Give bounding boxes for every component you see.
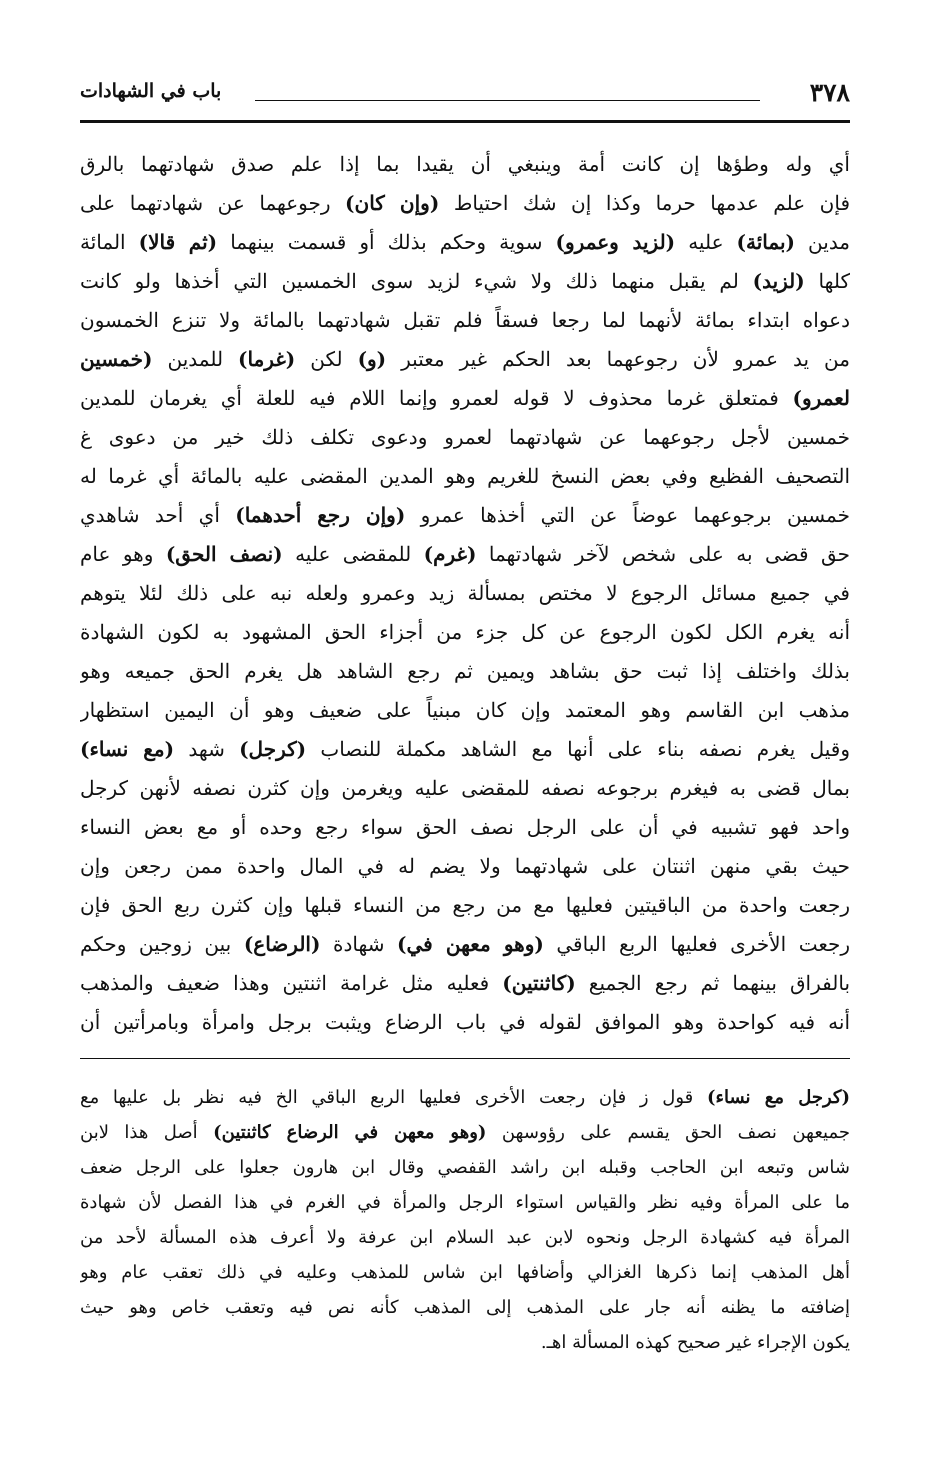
bold-term: (وهو معهن في) <box>397 932 544 956</box>
text-run: سوية وحكم بذلك أو قسمت بينهما <box>217 230 556 254</box>
text-run: بذلك واختلف إذا ثبت حق بشاهد ويمين ثم رجع الشاهد هل يغرم الحق جميعه وهو <box>80 659 850 683</box>
footnote-line <box>80 1290 850 1325</box>
text-run: التصحيف الفظيع وفي بعض النسخ للغريم وهو المدين المقضى عليه بالمائة أي غرما له <box>80 464 850 488</box>
bold-term: (نصف الحق) <box>165 542 283 566</box>
text-run: خمسين لأجل رجوعهما عن شهادتهما لعمرو ودعوى تكلف ذلك خير من دعوى غ <box>80 425 850 449</box>
text-run: دعواه ابتداء بمائة لأنهما لما رجعا فسقاً فلم تقبل شهادتهما بالمائة ولا تنزع الخمسون <box>80 308 850 332</box>
text-run: قول ز فإن رجعت الأخرى فعليها الربع الباقي الخ فيه نظر بل عليها مع <box>80 1087 707 1108</box>
text-run: المائة <box>80 230 139 254</box>
bold-term: (كرجل مع نساء) <box>706 1087 850 1108</box>
text-run: أنه فيه كواحدة وهو الموافق لقوله في باب الرضاع ويثبت برجل وامرأة وبامرأتين أن <box>80 1010 850 1034</box>
text-run: رجعت الأخرى فعليها الربع الباقي <box>543 932 850 956</box>
bold-term: (ثم قالا) <box>138 230 218 254</box>
footnote-line <box>80 1150 850 1185</box>
text-line <box>80 574 850 613</box>
text-run: خمسين برجوعهما عوضاً عن التي أخذها عمرو <box>405 503 850 527</box>
bold-term: (كرجل) <box>239 737 307 761</box>
text-run: أهل المذهب إنما ذكرها الغزالي وأضافها ابن شاس للمذهب وعليه في ذلك تعقب عام وهو <box>80 1262 850 1283</box>
bold-term: (لزيد وعمرو) <box>555 230 676 254</box>
footnotes <box>80 1080 850 1360</box>
text-line <box>80 223 850 262</box>
footnote-line <box>80 1115 850 1150</box>
bold-term: (وهو معهن في الرضاع كاثنتين) <box>213 1122 487 1143</box>
text-run: مدين <box>794 230 850 254</box>
bold-term: (غرم) <box>423 542 477 566</box>
text-line <box>80 535 850 574</box>
text-line <box>80 457 850 496</box>
text-line <box>80 496 850 535</box>
bold-term: (و) <box>357 347 387 371</box>
footnote-line <box>80 1220 850 1255</box>
text-run: عليه <box>675 230 737 254</box>
footnote-line <box>80 1255 850 1290</box>
text-run: للمدين <box>152 347 239 371</box>
text-run: فإن علم عدمها حرما وكذا إن شك احتياط <box>439 191 850 215</box>
text-run: كلها <box>804 269 850 293</box>
text-run: جميعهن نصف الحق يقسم على رؤوسهن <box>486 1122 850 1143</box>
text-line <box>80 262 850 301</box>
text-run: مذهب ابن القاسم وهو المعتمد وإن كان مبنياً على ضعيف وهو أن اليمين استظهار <box>80 698 850 722</box>
bold-term: (وإن رجع أحدهما) <box>235 503 406 527</box>
text-run: بالفراق بينهما ثم رجع الجميع <box>575 971 850 995</box>
text-run: وقيل يغرم نصفه بناء على أنها مع الشاهد مكملة للنصاب <box>306 737 850 761</box>
text-run: فمتعلق غرما محذوف لا قوله لعمرو وإنما اللام فيه للعلة أي يغرمان للمدين <box>80 386 793 410</box>
bold-term: (لزيد) <box>752 269 805 293</box>
text-run: شهادة <box>320 932 397 956</box>
text-run: يكون الإجراء غير صحيح كهذه المسألة اهـ. <box>540 1332 850 1353</box>
footnote-line <box>80 1185 850 1220</box>
text-run: للمقضى عليه <box>282 542 424 566</box>
text-run: أصل هذا لابن <box>80 1122 214 1143</box>
text-line <box>80 808 850 847</box>
text-run: حق قضى به على شخص لآخر شهادتهما <box>476 542 850 566</box>
text-line <box>80 925 850 964</box>
text-line <box>80 145 850 184</box>
text-run: حيث بقي منهن اثنتان على شهادتهما ولا يضم له في المال واحدة ممن رجعن وإن <box>80 854 850 878</box>
text-run: شاس وتبعه ابن الحاجب وقبله ابن راشد القفصي وقال ابن هارون جعلوا على الرجل ضعف <box>80 1157 850 1178</box>
text-line <box>80 847 850 886</box>
text-run: وهو عام <box>80 542 166 566</box>
page-number: ٣٧٨ <box>809 78 850 107</box>
text-run: لكن <box>295 347 358 371</box>
bold-term: (الرضاع) <box>243 932 321 956</box>
text-run: واحد فهو تشبيه في أن على الرجل نصف الحق سواء رجع وحده أو مع بعض النساء <box>80 815 850 839</box>
text-run: أنه يغرم الكل لكون الرجوع عن كل جزء من أجزاء الحق المشهود به لكون الشهادة <box>80 620 850 644</box>
footnote-line <box>80 1325 850 1360</box>
text-line <box>80 652 850 691</box>
text-run: من يد عمرو لأن رجوعهما بعد الحكم غير معتبر <box>386 347 850 371</box>
text-run: لم يقبل منهما ذلك ولا شيء لزيد سوى الخمسين التي أخذها ولو كانت <box>80 269 753 293</box>
footnote-line <box>80 1080 850 1115</box>
text-line <box>80 340 850 379</box>
bold-term: لعمرو) <box>792 386 850 410</box>
text-line <box>80 691 850 730</box>
text-line <box>80 613 850 652</box>
main-text <box>80 145 850 1042</box>
bold-term: (وإن كان) <box>345 191 440 215</box>
text-run: في جميع مسائل الرجوع لا مختص بمسألة زيد وعمرو ولعله نبه على ذلك لئلا يتوهم <box>80 581 850 605</box>
bold-term: (بمائة) <box>736 230 795 254</box>
text-run: بمال قضى به فيغرم برجوعه نصفه للمقضى عليه ويغرمن وإن كثرن نصفه لأنهن كرجل <box>80 776 850 800</box>
bold-term: (غرما) <box>238 347 296 371</box>
text-line <box>80 379 850 418</box>
bold-term: (مع نساء) <box>80 737 175 761</box>
header-rule <box>80 120 850 123</box>
text-run: أي وله وطؤها إن كانت أمة وينبغي أن يقيدا بما إذا علم صدق شهادتهما بالرق <box>80 152 850 176</box>
page-header <box>80 78 850 118</box>
text-run: ما على المرأة وفيه نظر والقياس استواء الرجل والمرأة في الغرم في هذا الفصل لأن شهادة <box>80 1192 850 1213</box>
header-divider-line <box>255 100 760 101</box>
text-line <box>80 301 850 340</box>
text-run: شهد <box>174 737 240 761</box>
bold-term: (خمسين <box>80 347 153 371</box>
text-run: رجعت واحدة من الباقيتين فعليها مع من رجع من النساء قبلها وإن كثرن ربع الحق فإن <box>80 893 850 917</box>
text-line <box>80 418 850 457</box>
text-line <box>80 964 850 1003</box>
text-run: أي أحد شاهدي <box>80 503 236 527</box>
footnote-separator <box>80 1058 850 1059</box>
text-run: بين زوجين وحكم <box>80 932 244 956</box>
text-run: فعليه مثل غرامة اثنتين وهذا ضعيف والمذهب <box>80 971 503 995</box>
text-line <box>80 886 850 925</box>
text-run: المرأة فيه كشهادة الرجل ونحوه لابن عبد السلام ابن عرفة ولا أعرف هذه المسألة لأحد من <box>80 1227 850 1248</box>
text-line <box>80 1003 850 1042</box>
bold-term: (كاثنتين) <box>502 971 576 995</box>
running-title: باب في الشهادات <box>80 80 222 102</box>
text-run: رجوعهما عن شهادتهما على <box>80 191 346 215</box>
text-line <box>80 769 850 808</box>
text-line <box>80 184 850 223</box>
text-run: إضافته ما يظنه أنه جار على المذهب إلى المذهب كأنه نص فيه وتعقب خاص وهو حيث <box>80 1297 850 1318</box>
text-line <box>80 730 850 769</box>
